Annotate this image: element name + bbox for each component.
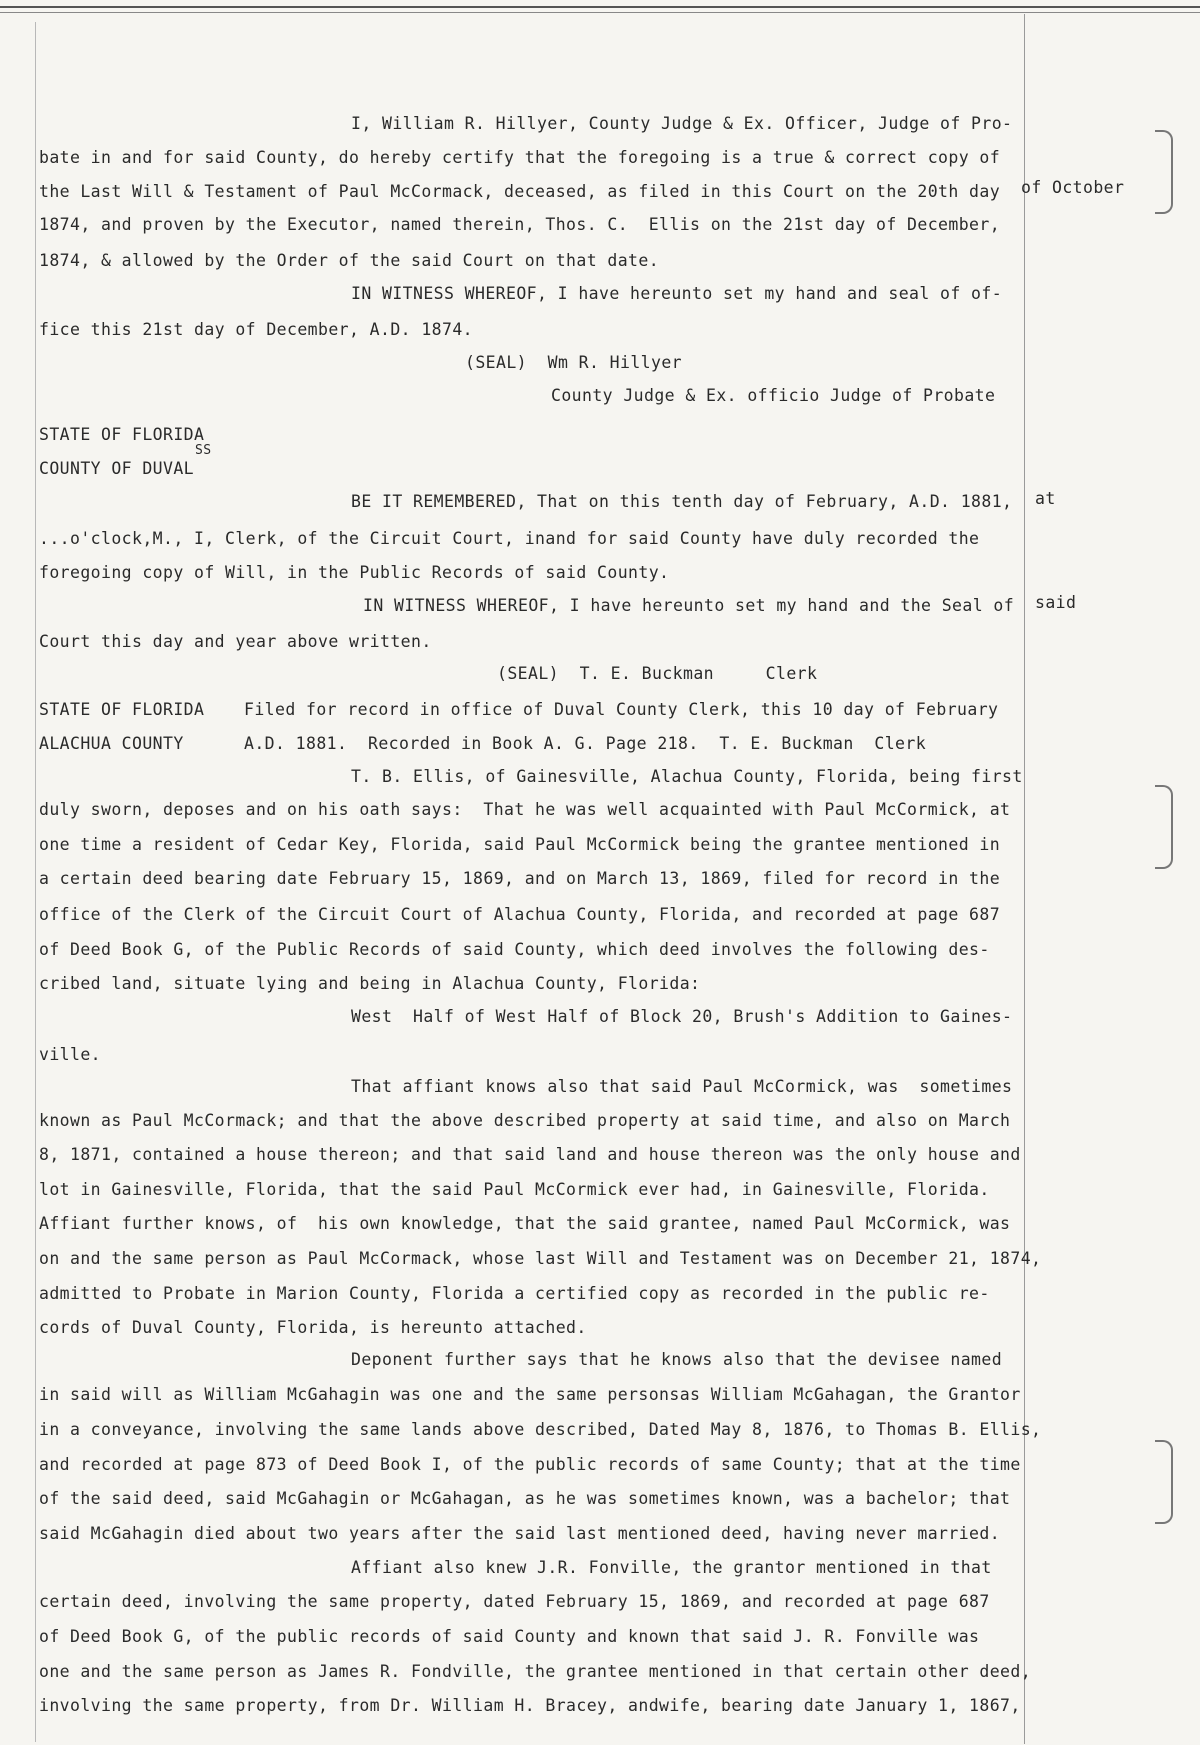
text-line: ville. bbox=[39, 1045, 102, 1064]
text-line: of the said deed, said McGahagin or McGahagan, as he was sometimes known, was a bachelor; that bbox=[39, 1489, 1011, 1508]
text-line: cribed land, situate lying and being in Alachua County, Florida: bbox=[39, 974, 701, 993]
text-line: 8, 1871, contained a house thereon; and that said land and house thereon was the only house and bbox=[39, 1145, 1021, 1164]
text-line: in said will as William McGahagin was one and the same personsas William McGahagan, the Grantor bbox=[39, 1385, 1021, 1404]
right-margin-line bbox=[1024, 14, 1025, 1744]
text-line: fice this 21st day of December, A.D. 1874. bbox=[39, 320, 474, 339]
text-line: That affiant knows also that said Paul McCormick, was sometimes bbox=[351, 1077, 1013, 1096]
text-line: lot in Gainesville, Florida, that the said Paul McCormick ever had, in Gainesville, Florida. bbox=[39, 1180, 990, 1199]
text-line: IN WITNESS WHEREOF, I have hereunto set my hand and the Seal of bbox=[363, 596, 1015, 615]
text-line: office of the Clerk of the Circuit Court of Alachua County, Florida, and recorded at page 687 bbox=[39, 905, 1001, 924]
text-line: T. B. Ellis, of Gainesville, Alachua County, Florida, being first bbox=[351, 767, 1023, 786]
text-line: certain deed, involving the same property, dated February 15, 1869, and recorded at page 687 bbox=[39, 1592, 990, 1611]
text-line: Affiant further knows, of his own knowledge, that the said grantee, named Paul McCormick, was bbox=[39, 1214, 1011, 1233]
text-line: involving the same property, from Dr. William H. Bracey, andwife, bearing date January 1, 1867, bbox=[39, 1696, 1021, 1715]
venue-county: ALACHUA COUNTY bbox=[39, 734, 184, 753]
left-margin-line bbox=[35, 22, 36, 1742]
text-line: County Judge & Ex. officio Judge of Probate bbox=[551, 386, 996, 405]
binder-ring-icon bbox=[1155, 1440, 1173, 1524]
text-line: duly sworn, deposes and on his oath says: That he was well acquainted with Paul McCormick, at bbox=[39, 800, 1011, 819]
venue-ss: SS bbox=[195, 443, 212, 458]
text-line: I, William R. Hillyer, County Judge & Ex. Officer, Judge of Pro- bbox=[351, 114, 1013, 133]
text-line: foregoing copy of Will, in the Public Records of said County. bbox=[39, 563, 670, 582]
text-line-overflow: at bbox=[1035, 489, 1056, 508]
binder-ring-icon bbox=[1155, 130, 1173, 214]
text-line: of Deed Book G, of the Public Records of said County, which deed involves the following des- bbox=[39, 940, 990, 959]
text-line: said McGahagin died about two years after the said last mentioned deed, having never married. bbox=[39, 1524, 1001, 1543]
text-line: bate in and for said County, do hereby certify that the foregoing is a true & correct copy of bbox=[39, 148, 1001, 167]
text-line: Filed for record in office of Duval County Clerk, this 10 day of February bbox=[244, 700, 999, 719]
venue-county: COUNTY OF DUVAL bbox=[39, 459, 195, 478]
text-line: one and the same person as James R. Fondville, the grantee mentioned in that certain other deed, bbox=[39, 1662, 1032, 1681]
text-line: one time a resident of Cedar Key, Florida, said Paul McCormick being the grantee mentioned in bbox=[39, 835, 1001, 854]
venue-state: STATE OF FLORIDA bbox=[39, 700, 205, 719]
venue-state: STATE OF FLORIDA bbox=[39, 425, 205, 444]
text-line: 1874, & allowed by the Order of the said Court on that date. bbox=[39, 251, 660, 270]
text-line: in a conveyance, involving the same lands above described, Dated May 8, 1876, to Thomas B. Ellis, bbox=[39, 1420, 1042, 1439]
text-line: West Half of West Half of Block 20, Brush's Addition to Gaines- bbox=[351, 1007, 1013, 1026]
text-line: and recorded at page 873 of Deed Book I, of the public records of same County; that at the time bbox=[39, 1455, 1021, 1474]
text-line-overflow: said bbox=[1035, 593, 1077, 612]
binder-ring-icon bbox=[1155, 785, 1173, 869]
text-line: 1874, and proven by the Executor, named therein, Thos. C. Ellis on the 21st day of December, bbox=[39, 215, 1001, 234]
text-line: BE IT REMEMBERED, That on this tenth day of February, A.D. 1881, bbox=[351, 492, 1013, 511]
text-line: Affiant also knew J.R. Fonville, the grantor mentioned in that bbox=[351, 1558, 992, 1577]
text-line: IN WITNESS WHEREOF, I have hereunto set my hand and seal of of- bbox=[351, 284, 1003, 303]
text-line: admitted to Probate in Marion County, Florida a certified copy as recorded in the public re- bbox=[39, 1284, 990, 1303]
text-line: known as Paul McCormack; and that the above described property at said time, and also on March bbox=[39, 1111, 1011, 1130]
seal-signature-line: (SEAL) Wm R. Hillyer bbox=[465, 353, 683, 372]
text-line: A.D. 1881. Recorded in Book A. G. Page 218. T. E. Buckman Clerk bbox=[244, 734, 927, 753]
text-line: the Last Will & Testament of Paul McCormack, deceased, as filed in this Court on the 20th day bbox=[39, 182, 1001, 201]
text-line: on and the same person as Paul McCormack, whose last Will and Testament was on December 21, 1874, bbox=[39, 1249, 1042, 1268]
text-line: ...o'clock,M., I, Clerk, of the Circuit Court, inand for said County have duly recorded the bbox=[39, 529, 980, 548]
text-line-overflow: of October bbox=[1021, 178, 1125, 197]
text-line: Deponent further says that he knows also that the devisee named bbox=[351, 1350, 1003, 1369]
top-border bbox=[0, 6, 1200, 13]
text-line: cords of Duval County, Florida, is hereunto attached. bbox=[39, 1318, 587, 1337]
text-line: of Deed Book G, of the public records of said County and known that said J. R. Fonville was bbox=[39, 1627, 980, 1646]
text-line: Court this day and year above written. bbox=[39, 632, 432, 651]
text-line: a certain deed bearing date February 15, 1869, and on March 13, 1869, filed for record in the bbox=[39, 869, 1001, 888]
seal-signature-line: (SEAL) T. E. Buckman Clerk bbox=[497, 664, 818, 683]
